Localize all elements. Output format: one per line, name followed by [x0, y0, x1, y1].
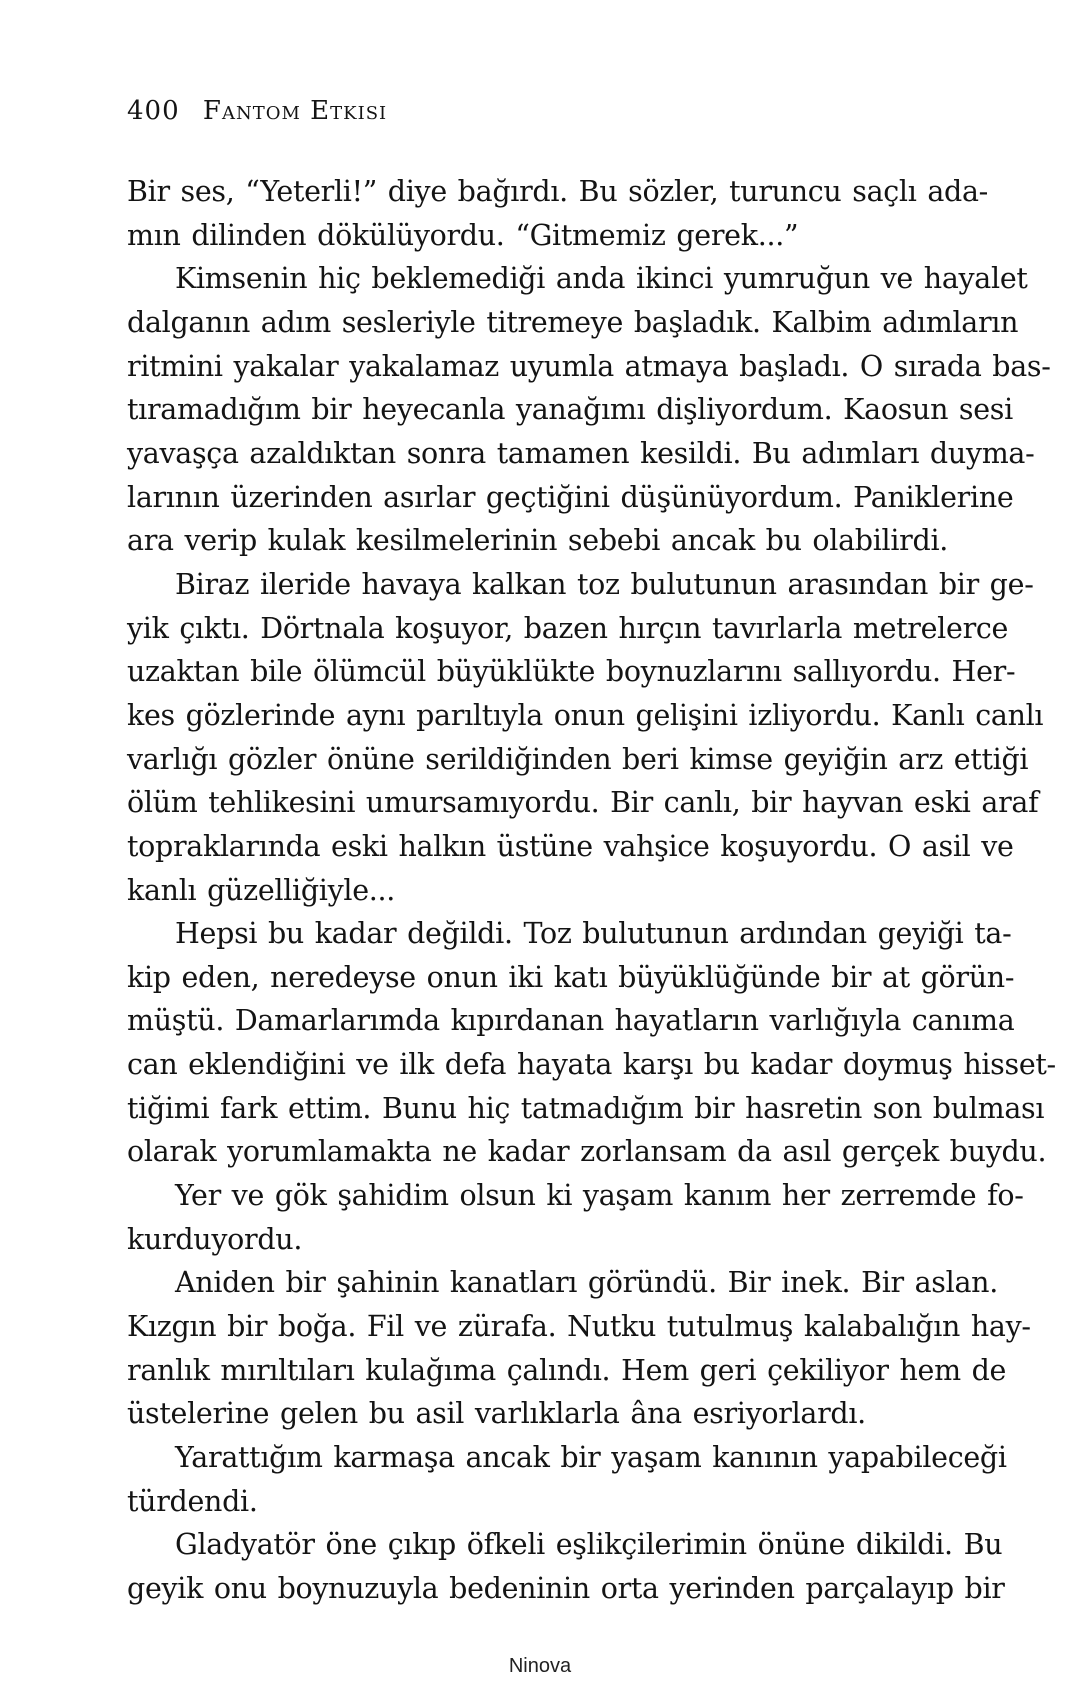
text-line: Bir ses, “Yeterli!” diye bağırdı. Bu sözler, turuncu saçlı ada-: [127, 175, 988, 208]
text-line: müştü. Damarlarımda kıpırdanan hayatların varlığıyla canıma: [127, 1004, 1015, 1038]
page-number: 400: [127, 96, 180, 126]
text-line: Aniden bir şahinin kanatları göründü. Bir inek. Bir aslan.: [175, 1266, 998, 1300]
text-line: tiğimi fark ettim. Bunu hiç tatmadığım bir hasretin son bulması: [127, 1091, 1045, 1125]
text-line: ritmini yakalar yakalamaz uyumla atmaya başladı. O sırada bas-: [127, 349, 1051, 383]
text-line: kes gözlerinde aynı parıltıyla onun gelişini izliyordu. Kanlı canlı: [127, 698, 1044, 732]
text-line: yavaşça azaldıktan sonra tamamen kesildi. Bu adımları duyma-: [127, 436, 1035, 470]
text-line: uzaktan bile ölümcül büyüklükte boynuzlarını sallıyordu. Her-: [127, 655, 1016, 689]
text-line: tıramadığım bir heyecanla yanağımı dişliyordum. Kaosun sesi: [127, 393, 1013, 427]
text-line: Yarattığım karmaşa ancak bir yaşam kanının yapabileceği: [175, 1441, 1007, 1475]
page-header: [127, 96, 387, 126]
body-text: [127, 170, 1056, 1611]
text-line: olarak yorumlamakta ne kadar zorlansam da asıl gerçek buydu.: [127, 1135, 1047, 1169]
text-line: ölüm tehlikesini umursamıyordu. Bir canlı, bir hayvan eski araf: [127, 786, 1039, 820]
text-line: dalganın adım sesleriyle titremeye başladık. Kalbim adımların: [127, 305, 1019, 339]
text-line: üstelerine gelen bu asil varlıklarla âna esriyorlardı.: [127, 1397, 866, 1431]
text-line: geyik onu boynuzuyla bedeninin orta yerinden parçalayıp bir: [127, 1572, 1005, 1605]
publisher-footer: Ninova: [508, 1655, 572, 1677]
text-line: kurduyordu.: [127, 1222, 303, 1256]
text-line: kanlı güzelliğiyle...: [127, 873, 396, 907]
text-line: topraklarında eski halkın üstüne vahşice koşuyordu. O asil ve: [127, 829, 1014, 863]
text-line: ranlık mırıltıları kulağıma çalındı. Hem geri çekiliyor hem de: [127, 1353, 1007, 1387]
text-line: varlığı gözler önüne serildiğinden beri kimse geyiğin arz ettiği: [127, 742, 1029, 776]
text-line: Kimsenin hiç beklemediği anda ikinci yumruğun ve hayalet: [175, 262, 1028, 296]
running-title: Fantom Etkisi: [202, 96, 388, 126]
text-line: Gladyatör öne çıkıp öfkeli eşlikçilerimin önüne dikildi. Bu: [175, 1528, 1003, 1562]
text-line: ara verip kulak kesilmelerinin sebebi ancak bu olabilirdi.: [127, 524, 949, 558]
text-line: larının üzerinden asırlar geçtiğini düşünüyordum. Paniklerine: [127, 480, 1014, 514]
text-line: Biraz ileride havaya kalkan toz bulutunun arasından bir ge-: [175, 567, 1034, 601]
text-line: can eklendiğini ve ilk defa hayata karşı bu kadar doymuş hisset-: [127, 1048, 1056, 1082]
text-line: Yer ve gök şahidim olsun ki yaşam kanım her zerremde fo-: [175, 1179, 1024, 1213]
text-line: kip eden, neredeyse onun iki katı büyüklüğünde bir at görün-: [127, 960, 1015, 994]
text-line: türdendi.: [127, 1484, 258, 1518]
text-line: mın dilinden dökülüyordu. “Gitmemiz gerek...”: [127, 218, 799, 252]
text-line: yik çıktı. Dörtnala koşuyor, bazen hırçın tavırlarla metrelerce: [127, 611, 1009, 645]
text-line: Hepsi bu kadar değildi. Toz bulutunun ardından geyiği ta-: [175, 917, 1012, 951]
text-line: Kızgın bir boğa. Fil ve zürafa. Nutku tutulmuş kalabalığın hay-: [127, 1310, 1031, 1344]
